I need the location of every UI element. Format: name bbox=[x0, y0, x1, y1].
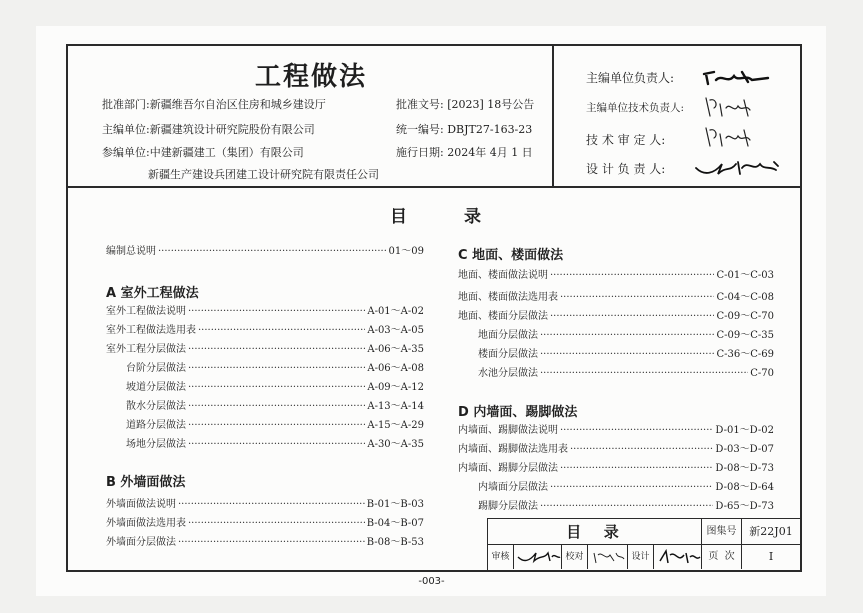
participant-unit-2: 新疆生产建设兵团建工设计研究院有限责任公司 bbox=[148, 168, 379, 181]
review-signature-cell bbox=[514, 545, 562, 569]
toc-entry[interactable]: 地面、楼面做法说明 ····· C-01～C-03 bbox=[458, 268, 774, 284]
toc-entry[interactable]: 内墙面、踢脚做法说明 ····· D-01～D-02 bbox=[458, 423, 774, 439]
signature-2-icon bbox=[700, 94, 760, 120]
toc-entry[interactable]: 坡道分层做法 ····· A-09～A-12 bbox=[126, 380, 424, 396]
toc-entry[interactable]: 场地分层做法 ····· A-30～A-35 bbox=[126, 437, 424, 453]
section-heading-d: D 内墙面、踢脚做法 bbox=[458, 405, 578, 420]
toc-entry[interactable]: 楼面分层做法 ····· C-36～C-69 bbox=[478, 347, 774, 363]
toc-entry[interactable]: 台阶分层做法 ····· A-06～A-08 bbox=[126, 361, 424, 377]
drawing-frame bbox=[66, 44, 802, 572]
toc-entry[interactable]: 室外工程做法说明 ····· A-01～A-02 bbox=[106, 304, 424, 320]
role-chief-tech-head: 主编单位技术负责人: bbox=[586, 102, 685, 114]
check-signature-cell bbox=[588, 545, 628, 569]
header-info bbox=[68, 46, 554, 188]
role-design-head: 设 计 负 责 人: bbox=[586, 162, 666, 176]
participant-unit-1: 参编单位:中建新疆建工（集团）有限公司 bbox=[102, 146, 304, 159]
page-title: 工程做法 bbox=[254, 62, 367, 92]
toc-entry[interactable]: 散水分层做法 ····· A-13～A-14 bbox=[126, 399, 424, 415]
toc-entry[interactable]: 内墙面、踢脚分层做法 ····· D-08～D-73 bbox=[458, 461, 774, 477]
review-label: 审核 bbox=[488, 545, 514, 569]
toc-entry[interactable]: 外墙面做法说明 ····· B-01～B-03 bbox=[106, 497, 424, 513]
toc-entry[interactable]: 内墙面、踢脚做法选用表 ····· D-03～D-07 bbox=[458, 442, 774, 458]
signature-4-icon bbox=[692, 154, 782, 180]
toc-entry-intro[interactable]: 编制总说明 ····· 01～09 bbox=[106, 244, 424, 260]
page-label: 页 次 bbox=[702, 545, 742, 569]
toc-entry[interactable]: 室外工程分层做法 ····· A-06～A-35 bbox=[106, 342, 424, 358]
effective-date: 施行日期: 2024年 4月 1 日 bbox=[396, 146, 533, 159]
check-signature-icon bbox=[588, 545, 628, 569]
toc-entry[interactable]: 内墙面分层做法 ····· D-08～D-64 bbox=[478, 480, 774, 496]
toc-entry[interactable]: 道路分层做法 ····· A-15～A-29 bbox=[126, 418, 424, 434]
toc-entry[interactable]: 踢脚分层做法 ····· D-65～D-73 bbox=[478, 499, 774, 515]
toc-entry[interactable]: 地面分层做法 ····· C-09～C-35 bbox=[478, 328, 774, 344]
toc-entry[interactable]: 水池分层做法 ····· C-70 bbox=[478, 366, 774, 382]
toc-entry[interactable]: 地面、楼面做法选用表 ····· C-04～C-08 bbox=[458, 290, 774, 306]
section-heading-b: B 外墙面做法 bbox=[106, 475, 186, 490]
design-signature-cell bbox=[654, 545, 702, 569]
unified-no: 统一编号: DBJT27-163-23 bbox=[396, 123, 533, 136]
approval-dept: 批准部门:新疆维吾尔自治区住房和城乡建设厅 bbox=[102, 98, 326, 111]
toc-entry[interactable]: 外墙面做法选用表 ····· B-04～B-07 bbox=[106, 516, 424, 532]
signature-1-icon bbox=[702, 66, 772, 88]
title-block-title: 目 录 bbox=[488, 519, 702, 545]
atlas-no: 新22J01 bbox=[742, 519, 800, 545]
toc-entry[interactable]: 室外工程做法选用表 ····· A-03～A-05 bbox=[106, 323, 424, 339]
role-chief-unit-head: 主编单位负责人: bbox=[586, 71, 675, 85]
toc-entry[interactable]: 地面、楼面分层做法 ····· C-09～C-70 bbox=[458, 309, 774, 325]
design-label: 设计 bbox=[628, 545, 654, 569]
signature-3-icon bbox=[700, 124, 760, 150]
atlas-label: 图集号 bbox=[702, 519, 742, 545]
approval-no: 批准文号: [2023] 18号公告 bbox=[396, 98, 535, 111]
section-heading-c: C 地面、楼面做法 bbox=[458, 248, 564, 263]
chief-unit: 主编单位:新疆建筑设计研究院股份有限公司 bbox=[102, 123, 315, 136]
check-label: 校对 bbox=[562, 545, 588, 569]
page-no: I bbox=[768, 550, 774, 563]
design-signature-icon bbox=[654, 545, 702, 569]
title-block bbox=[487, 518, 800, 570]
toc-title: 目 录 bbox=[390, 207, 482, 227]
section-heading-a: A 室外工程做法 bbox=[106, 286, 199, 301]
footer-page-number: -003- bbox=[418, 576, 445, 587]
role-tech-reviewer: 技 术 审 定 人: bbox=[586, 133, 666, 147]
review-signature-icon bbox=[514, 545, 562, 569]
header-signatures bbox=[554, 46, 800, 188]
toc-entry[interactable]: 外墙面分层做法 ····· B-08～B-53 bbox=[106, 535, 424, 551]
